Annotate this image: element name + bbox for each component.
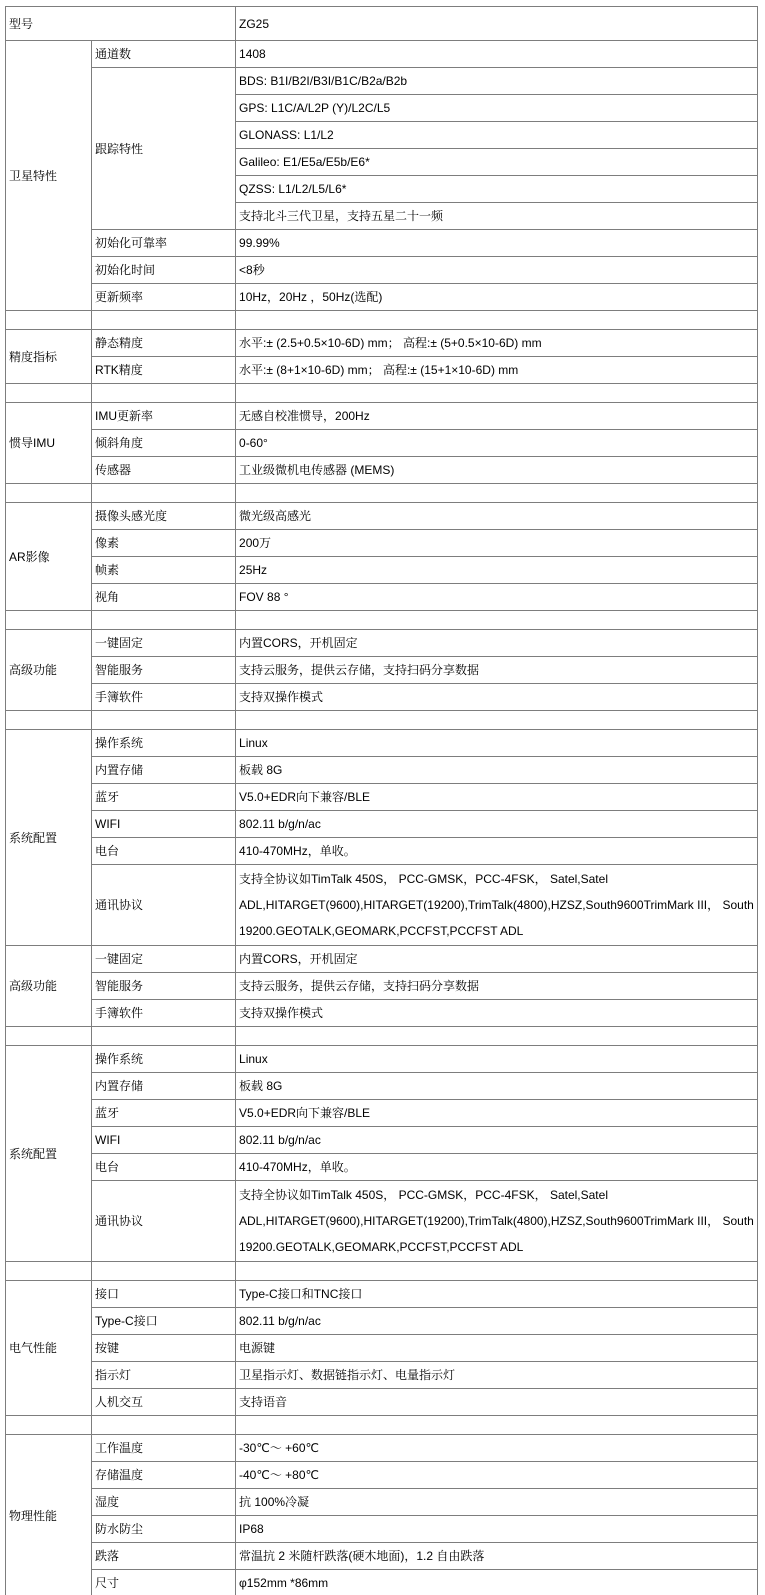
section-satellite	[6, 41, 758, 330]
table-row	[6, 973, 758, 1000]
table-row	[6, 41, 758, 68]
spec-name-cell: 内置存储	[92, 1073, 236, 1100]
spec-value-cell: <8秒	[236, 257, 758, 284]
spec-name-cell: 帧素	[92, 557, 236, 584]
separator-cell	[6, 1027, 92, 1046]
section-system-1	[6, 730, 758, 946]
separator-row	[6, 1262, 758, 1281]
table-row	[6, 230, 758, 257]
spec-value-cell: 无感自校准惯导，200Hz	[236, 403, 758, 430]
table-row	[6, 946, 758, 973]
section-label-cell: 物理性能	[6, 1435, 92, 1595]
table-row	[6, 1335, 758, 1362]
separator-cell	[92, 1027, 236, 1046]
separator-cell	[6, 384, 92, 403]
table-row	[6, 457, 758, 484]
spec-value-cell: Type-C接口和TNC接口	[236, 1281, 758, 1308]
spec-name-cell: 电台	[92, 1154, 236, 1181]
separator-row	[6, 611, 758, 630]
spec-name-cell: 初始化时间	[92, 257, 236, 284]
spec-name-cell: 按键	[92, 1335, 236, 1362]
separator-cell	[236, 484, 758, 503]
spec-name-cell: 人机交互	[92, 1389, 236, 1416]
spec-name-cell: 工作温度	[92, 1435, 236, 1462]
spec-value-cell: 微光级高感光	[236, 503, 758, 530]
spec-value-cell: 10Hz，20Hz ，50Hz(选配)	[236, 284, 758, 311]
spec-value-cell: 410-470MHz，单收。	[236, 838, 758, 865]
spec-value-cell: 支持语音	[236, 1389, 758, 1416]
section-advanced-1	[6, 630, 758, 730]
table-row	[6, 330, 758, 357]
separator-cell	[6, 711, 92, 730]
spec-value-cell: 410-470MHz，单收。	[236, 1154, 758, 1181]
section-accuracy	[6, 330, 758, 403]
spec-value-cell: 0-60°	[236, 430, 758, 457]
spec-value-cell: 99.99%	[236, 230, 758, 257]
spec-name-cell: IMU更新率	[92, 403, 236, 430]
spec-value-cell: 支持双操作模式	[236, 684, 758, 711]
spec-name-cell: 型号	[6, 7, 236, 41]
table-row	[6, 530, 758, 557]
table-row	[6, 1181, 758, 1262]
spec-name-cell: 静态精度	[92, 330, 236, 357]
spec-value-cell: Linux	[236, 730, 758, 757]
spec-value-cell: 卫星指示灯、数据链指示灯、电量指示灯	[236, 1362, 758, 1389]
separator-cell	[236, 311, 758, 330]
model-section	[6, 7, 758, 41]
spec-value-cell: 200万	[236, 530, 758, 557]
spec-name-cell: 湿度	[92, 1489, 236, 1516]
separator-row	[6, 711, 758, 730]
spec-name-cell: 跌落	[92, 1543, 236, 1570]
table-row	[6, 1543, 758, 1570]
spec-value-cell: 板载 8G	[236, 1073, 758, 1100]
table-row	[6, 557, 758, 584]
spec-value-cell: -40℃～ +80℃	[236, 1462, 758, 1489]
spec-name-cell: 操作系统	[92, 730, 236, 757]
table-row	[6, 357, 758, 384]
spec-value-cell: Linux	[236, 1046, 758, 1073]
table-row	[6, 1362, 758, 1389]
spec-value-cell: 支持云服务，提供云存储，支持扫码分享数据	[236, 657, 758, 684]
section-label-cell: 惯导IMU	[6, 403, 92, 484]
spec-name-cell: 通讯协议	[92, 1181, 236, 1262]
table-row	[6, 1570, 758, 1595]
table-row	[6, 1127, 758, 1154]
spec-name-cell: 视角	[92, 584, 236, 611]
spec-name-cell: 存储温度	[92, 1462, 236, 1489]
separator-cell	[6, 1416, 92, 1435]
separator-cell	[92, 711, 236, 730]
spec-value-cell: 支持北斗三代卫星，支持五星二十一频	[236, 203, 758, 230]
table-row	[6, 1516, 758, 1543]
spec-value-cell: FOV 88 °	[236, 584, 758, 611]
spec-value-cell: ZG25	[236, 7, 758, 41]
spec-value-cell: GPS: L1C/A/L2P (Y)/L2C/L5	[236, 95, 758, 122]
table-row	[6, 257, 758, 284]
spec-name-cell: 摄像头感光度	[92, 503, 236, 530]
table-row	[6, 584, 758, 611]
spec-value-cell: 支持全协议如TimTalk 450S， PCC-GMSK，PCC-4FSK， Satel,Satel ADL,HITARGET(9600),HITARGET(19200),TrimTalk(4800),HZSZ,South9600TrimMark III， South 19200.GEOTALK,GEOMARK,PCCFST,PCCFST ADL	[236, 865, 758, 946]
table-row	[6, 838, 758, 865]
spec-value-cell: 支持云服务，提供云存储，支持扫码分享数据	[236, 973, 758, 1000]
spec-name-cell: 蓝牙	[92, 784, 236, 811]
separator-cell	[92, 311, 236, 330]
separator-cell	[236, 611, 758, 630]
table-row	[6, 730, 758, 757]
spec-table	[5, 6, 758, 1595]
separator-cell	[92, 384, 236, 403]
spec-value-cell: 支持双操作模式	[236, 1000, 758, 1027]
spec-value-cell: 802.11 b/g/n/ac	[236, 1308, 758, 1335]
table-row	[6, 1000, 758, 1027]
spec-name-cell: 更新频率	[92, 284, 236, 311]
separator-cell	[6, 1262, 92, 1281]
spec-value-cell: 水平:± (8+1×10-6D) mm； 高程:± (15+1×10-6D) mm	[236, 357, 758, 384]
section-label-cell: 电气性能	[6, 1281, 92, 1416]
section-electrical	[6, 1281, 758, 1435]
spec-value-cell: 支持全协议如TimTalk 450S， PCC-GMSK，PCC-4FSK， Satel,Satel ADL,HITARGET(9600),HITARGET(19200),TrimTalk(4800),HZSZ,South9600TrimMark III， South 19200.GEOTALK,GEOMARK,PCCFST,PCCFST ADL	[236, 1181, 758, 1262]
separator-cell	[92, 1262, 236, 1281]
table-row	[6, 284, 758, 311]
spec-name-cell: 接口	[92, 1281, 236, 1308]
spec-value-cell: φ152mm *86mm	[236, 1570, 758, 1595]
spec-name-cell: 手簿软件	[92, 1000, 236, 1027]
spec-value-cell: 板载 8G	[236, 757, 758, 784]
spec-name-cell: 倾斜角度	[92, 430, 236, 457]
separator-cell	[236, 711, 758, 730]
spec-name-cell: 一键固定	[92, 946, 236, 973]
table-row	[6, 1100, 758, 1127]
spec-name-cell: 手簿软件	[92, 684, 236, 711]
table-row	[6, 811, 758, 838]
spec-name-cell: 操作系统	[92, 1046, 236, 1073]
spec-name-cell: RTK精度	[92, 357, 236, 384]
section-label-cell: 高级功能	[6, 946, 92, 1027]
separator-cell	[6, 311, 92, 330]
separator-cell	[236, 1416, 758, 1435]
spec-value-cell: V5.0+EDR向下兼容/BLE	[236, 1100, 758, 1127]
spec-name-cell: 跟踪特性	[92, 68, 236, 230]
section-ar	[6, 503, 758, 630]
separator-row	[6, 1416, 758, 1435]
spec-value-cell: 802.11 b/g/n/ac	[236, 811, 758, 838]
separator-cell	[236, 1027, 758, 1046]
spec-value-cell: 常温抗 2 米随杆跌落(硬木地面)，1.2 自由跌落	[236, 1543, 758, 1570]
spec-value-cell: 内置CORS，开机固定	[236, 946, 758, 973]
spec-value-cell: V5.0+EDR向下兼容/BLE	[236, 784, 758, 811]
separator-cell	[6, 484, 92, 503]
section-label-cell: 卫星特性	[6, 41, 92, 311]
table-row	[6, 784, 758, 811]
table-row	[6, 1389, 758, 1416]
spec-name-cell: 防水防尘	[92, 1516, 236, 1543]
spec-name-cell: 蓝牙	[92, 1100, 236, 1127]
spec-value-cell: 抗 100%冷凝	[236, 1489, 758, 1516]
spec-value-cell: -30℃～ +60℃	[236, 1435, 758, 1462]
table-row	[6, 865, 758, 946]
spec-value-cell: 工业级微机电传感器 (MEMS)	[236, 457, 758, 484]
table-row	[6, 7, 758, 41]
spec-name-cell: 通讯协议	[92, 865, 236, 946]
section-label-cell: 高级功能	[6, 630, 92, 711]
section-label-cell: 精度指标	[6, 330, 92, 384]
table-row	[6, 503, 758, 530]
table-row	[6, 403, 758, 430]
section-label-cell: 系统配置	[6, 1046, 92, 1262]
spec-value-cell: Galileo: E1/E5a/E5b/E6*	[236, 149, 758, 176]
spec-value-cell: 内置CORS，开机固定	[236, 630, 758, 657]
spec-name-cell: 尺寸	[92, 1570, 236, 1595]
table-row	[6, 1073, 758, 1100]
spec-name-cell: 内置存储	[92, 757, 236, 784]
spec-name-cell: WIFI	[92, 1127, 236, 1154]
spec-value-cell: GLONASS: L1/L2	[236, 122, 758, 149]
separator-cell	[92, 484, 236, 503]
section-advanced-2	[6, 946, 758, 1046]
section-system-2	[6, 1046, 758, 1281]
table-row	[6, 1435, 758, 1462]
spec-name-cell: 智能服务	[92, 973, 236, 1000]
table-row	[6, 757, 758, 784]
spec-value-cell: 1408	[236, 41, 758, 68]
separator-cell	[92, 1416, 236, 1435]
spec-name-cell: WIFI	[92, 811, 236, 838]
spec-name-cell: Type-C接口	[92, 1308, 236, 1335]
table-row	[6, 1462, 758, 1489]
spec-value-cell: 电源键	[236, 1335, 758, 1362]
separator-row	[6, 1027, 758, 1046]
section-imu	[6, 403, 758, 503]
spec-value-cell: 水平:± (2.5+0.5×10-6D) mm； 高程:± (5+0.5×10-6D) mm	[236, 330, 758, 357]
table-row	[6, 1489, 758, 1516]
spec-name-cell: 指示灯	[92, 1362, 236, 1389]
spec-name-cell: 像素	[92, 530, 236, 557]
separator-row	[6, 384, 758, 403]
spec-value-cell: IP68	[236, 1516, 758, 1543]
spec-name-cell: 一键固定	[92, 630, 236, 657]
table-row	[6, 630, 758, 657]
spec-name-cell: 智能服务	[92, 657, 236, 684]
table-row	[6, 1154, 758, 1181]
spec-value-cell: 802.11 b/g/n/ac	[236, 1127, 758, 1154]
table-row	[6, 430, 758, 457]
table-row	[6, 1046, 758, 1073]
separator-cell	[92, 611, 236, 630]
spec-value-cell: QZSS: L1/L2/L5/L6*	[236, 176, 758, 203]
section-label-cell: 系统配置	[6, 730, 92, 946]
separator-row	[6, 311, 758, 330]
separator-cell	[236, 1262, 758, 1281]
separator-row	[6, 484, 758, 503]
separator-cell	[6, 611, 92, 630]
spec-name-cell: 电台	[92, 838, 236, 865]
spec-value-cell: 25Hz	[236, 557, 758, 584]
spec-value-cell: BDS: B1I/B2I/B3I/B1C/B2a/B2b	[236, 68, 758, 95]
table-row	[6, 68, 758, 95]
table-row	[6, 684, 758, 711]
spec-name-cell: 初始化可靠率	[92, 230, 236, 257]
table-row	[6, 657, 758, 684]
spec-name-cell: 传感器	[92, 457, 236, 484]
section-physical	[6, 1435, 758, 1595]
separator-cell	[236, 384, 758, 403]
table-row	[6, 1281, 758, 1308]
spec-name-cell: 通道数	[92, 41, 236, 68]
section-label-cell: AR影像	[6, 503, 92, 611]
table-row	[6, 1308, 758, 1335]
